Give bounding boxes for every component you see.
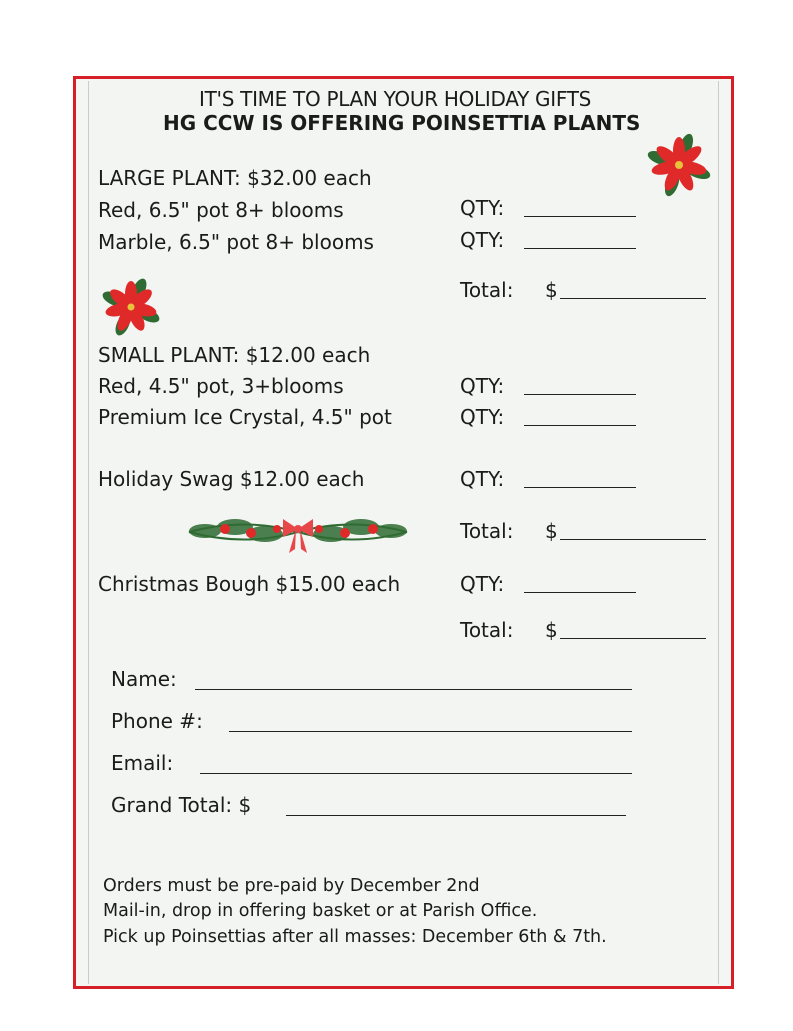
header-line-1: IT'S TIME TO PLAN YOUR HOLIDAY GIFTS: [199, 87, 592, 111]
small-ice-crystal-qty-label: QTY:: [460, 405, 505, 429]
order-form: [88, 81, 719, 984]
small-red-qty-label: QTY:: [460, 374, 505, 398]
grand-total-field[interactable]: [286, 815, 626, 816]
large-marble-label: Marble, 6.5" pot 8+ blooms: [98, 230, 374, 254]
poinsettia-icon: [99, 277, 163, 337]
order-form-frame: [73, 76, 734, 989]
small-ice-crystal-qty-field[interactable]: [524, 425, 636, 426]
bough-qty-label: QTY:: [460, 572, 505, 596]
large-red-qty-field[interactable]: [524, 216, 636, 217]
large-marble-qty-label: QTY:: [460, 228, 505, 252]
footer-line-1: Orders must be pre-paid by December 2nd: [103, 876, 480, 896]
garland-icon: [185, 507, 411, 557]
swag-label: Holiday Swag $12.00 each: [98, 467, 365, 491]
bough-total-label: Total:: [460, 618, 514, 642]
swag-qty-label: QTY:: [460, 467, 505, 491]
bough-total-field[interactable]: [560, 638, 706, 639]
email-field[interactable]: [200, 773, 632, 774]
large-red-qty-label: QTY:: [460, 196, 505, 220]
bough-total-currency: $: [545, 618, 558, 642]
footer-line-2: Mail-in, drop in offering basket or at Parish Office.: [103, 901, 538, 921]
small-red-label: Red, 4.5" pot, 3+blooms: [98, 374, 344, 398]
bough-qty-field[interactable]: [524, 592, 636, 593]
large-total-currency: $: [545, 278, 558, 302]
small-ice-crystal-label: Premium Ice Crystal, 4.5" pot: [98, 405, 392, 429]
large-plant-title: LARGE PLANT: $32.00 each: [98, 166, 372, 190]
bough-label: Christmas Bough $15.00 each: [98, 572, 401, 596]
footer-line-3: Pick up Poinsettias after all masses: December 6th & 7th.: [103, 927, 607, 947]
swag-total-currency: $: [545, 519, 558, 543]
swag-total-field[interactable]: [560, 539, 706, 540]
small-red-qty-field[interactable]: [524, 394, 636, 395]
large-total-label: Total:: [460, 278, 514, 302]
swag-qty-field[interactable]: [524, 487, 636, 488]
swag-total-label: Total:: [460, 519, 514, 543]
header-line-2: HG CCW IS OFFERING POINSETTIA PLANTS: [163, 111, 641, 135]
name-label: Name:: [111, 667, 177, 691]
email-label: Email:: [111, 751, 174, 775]
grand-total-label: Grand Total: $: [111, 793, 252, 817]
name-field[interactable]: [195, 689, 632, 690]
phone-field[interactable]: [229, 731, 632, 732]
large-marble-qty-field[interactable]: [524, 248, 636, 249]
small-plant-title: SMALL PLANT: $12.00 each: [98, 343, 371, 367]
phone-label: Phone #:: [111, 709, 203, 733]
large-red-label: Red, 6.5" pot 8+ blooms: [98, 198, 344, 222]
large-total-field[interactable]: [560, 298, 706, 299]
poinsettia-icon: [647, 133, 711, 197]
